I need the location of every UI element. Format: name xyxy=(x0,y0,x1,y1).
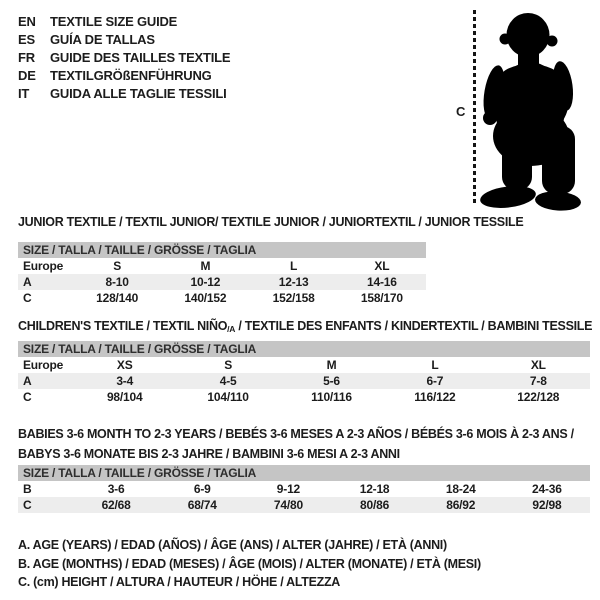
babies-title-line2: BABYS 3-6 MONATE BIS 2-3 JAHRE / BAMBINI 3-6 MESI A 2-3 ANNI xyxy=(18,447,400,461)
row-label: A xyxy=(23,275,32,289)
table-cell: 104/110 xyxy=(207,390,249,404)
table-cell: 158/170 xyxy=(360,291,403,305)
children-size-table xyxy=(18,341,590,405)
table-cell: 98/104 xyxy=(106,390,143,404)
junior-size-table xyxy=(18,242,426,306)
language-row-it xyxy=(18,84,230,102)
language-title: TEXTILE SIZE GUIDE xyxy=(50,13,178,29)
language-row-es xyxy=(18,30,230,48)
table-cell: 92/98 xyxy=(532,498,562,512)
babies-title-line1: BABIES 3-6 MONTH TO 2-3 YEARS / BEBÉS 3-6 MESES A 2-3 AÑOS / BÉBÉS 3-6 MOIS À 2-3 ANS / xyxy=(18,427,574,441)
table-cell: 14-16 xyxy=(367,275,397,289)
junior-section-title: JUNIOR TEXTILE / TEXTIL JUNIOR/ TEXTILE JUNIOR / JUNIORTEXTIL / JUNIOR TESSILE xyxy=(18,215,524,229)
table-cell: 12-18 xyxy=(359,482,390,496)
language-row-en xyxy=(18,12,230,30)
language-row-fr xyxy=(18,48,230,66)
table-row-age xyxy=(18,274,426,290)
table-cell: 152/158 xyxy=(272,291,315,305)
table-cell: 68/74 xyxy=(187,498,217,512)
height-dimension-line xyxy=(473,10,476,206)
table-cell: 74/80 xyxy=(273,498,303,512)
table-cell: M xyxy=(200,259,211,273)
table-cell: 122/128 xyxy=(517,390,560,404)
size-table-header: SIZE / TALLA / TAILLE / GRÖSSE / TAGLIA xyxy=(18,341,590,357)
table-cell: 116/122 xyxy=(414,390,456,404)
table-cell: S xyxy=(113,259,122,273)
table-cell: 24-36 xyxy=(532,482,562,496)
children-title-subscript: /A xyxy=(227,324,236,334)
table-cell: 3-4 xyxy=(116,374,134,388)
footnotes xyxy=(18,536,481,592)
table-cell: 12-13 xyxy=(278,275,309,289)
table-cell: 6-9 xyxy=(193,482,211,496)
babies-size-table xyxy=(18,465,590,513)
table-cell: 3-6 xyxy=(107,482,125,496)
table-cell: XS xyxy=(116,358,133,372)
baby-silhouette-icon xyxy=(478,6,592,212)
table-cell: 5-6 xyxy=(323,374,340,388)
table-row-age-months xyxy=(18,481,590,497)
table-cell: L xyxy=(290,259,298,273)
language-code: IT xyxy=(18,85,30,101)
table-row-height xyxy=(18,389,590,405)
table-cell: 110/116 xyxy=(311,390,352,404)
height-dimension-label: C xyxy=(456,104,466,119)
size-table-header: SIZE / TALLA / TAILLE / GRÖSSE / TAGLIA xyxy=(18,242,426,258)
language-code: DE xyxy=(18,67,36,83)
table-cell: 9-12 xyxy=(276,482,301,496)
footnote-c: C. (cm) HEIGHT / ALTURA / HAUTEUR / HÖHE / ALTEZZA xyxy=(18,575,341,589)
table-cell: 7-8 xyxy=(529,374,547,388)
row-label: C xyxy=(23,291,32,305)
table-cell: XL xyxy=(530,358,546,372)
table-cell: 128/140 xyxy=(96,291,139,305)
language-row-de xyxy=(18,66,230,84)
row-label: C xyxy=(23,390,32,404)
language-title: GUÍA DE TALLAS xyxy=(50,31,155,47)
language-guide-list xyxy=(18,12,230,102)
table-cell: 8-10 xyxy=(105,275,129,289)
table-row-height xyxy=(18,497,590,513)
children-title-prefix: CHILDREN'S TEXTILE / TEXTIL NIÑO xyxy=(18,319,228,333)
row-label: Europe xyxy=(23,259,64,273)
table-cell: L xyxy=(431,358,439,372)
table-cell: 10-12 xyxy=(190,275,221,289)
language-title: GUIDE DES TAILLES TEXTILE xyxy=(50,49,231,65)
language-title: TEXTILGRÖßENFÜHRUNG xyxy=(50,67,212,83)
table-cell: XL xyxy=(374,259,390,273)
children-section-title xyxy=(18,319,592,336)
language-code: EN xyxy=(18,13,36,29)
table-cell: 80/86 xyxy=(360,498,390,512)
table-row-europe xyxy=(18,357,590,373)
babies-section-title xyxy=(18,424,574,464)
footnote-a: A. AGE (YEARS) / EDAD (AÑOS) / ÂGE (ANS) / ALTER (JAHRE) / ETÀ (ANNI) xyxy=(18,538,447,552)
language-title: GUIDA ALLE TAGLIE TESSILI xyxy=(50,85,227,101)
table-cell: S xyxy=(224,358,232,372)
language-code: FR xyxy=(18,49,35,65)
table-row-europe xyxy=(18,258,426,274)
row-label: C xyxy=(23,498,32,512)
table-row-height xyxy=(18,290,426,306)
table-cell: 86/92 xyxy=(446,498,476,512)
table-cell: 62/68 xyxy=(101,498,131,512)
table-cell: 18-24 xyxy=(445,482,476,496)
table-cell: M xyxy=(326,358,337,372)
row-label: A xyxy=(23,374,32,388)
table-row-age xyxy=(18,373,590,389)
footnote-b: B. AGE (MONTHS) / EDAD (MESES) / ÂGE (MOIS) / ALTER (MONATE) / ETÀ (MESI) xyxy=(18,556,481,571)
children-title-suffix: / TEXTILE DES ENFANTS / KINDERTEXTIL / BAMBINI TESSILE xyxy=(235,319,593,333)
language-code: ES xyxy=(18,31,35,47)
table-cell: 140/152 xyxy=(184,291,227,305)
table-cell: 6-7 xyxy=(426,374,444,388)
row-label: Europe xyxy=(23,358,64,372)
size-table-header: SIZE / TALLA / TAILLE / GRÖSSE / TAGLIA xyxy=(18,465,590,481)
row-label: B xyxy=(23,482,32,496)
table-cell: 4-5 xyxy=(219,374,237,388)
